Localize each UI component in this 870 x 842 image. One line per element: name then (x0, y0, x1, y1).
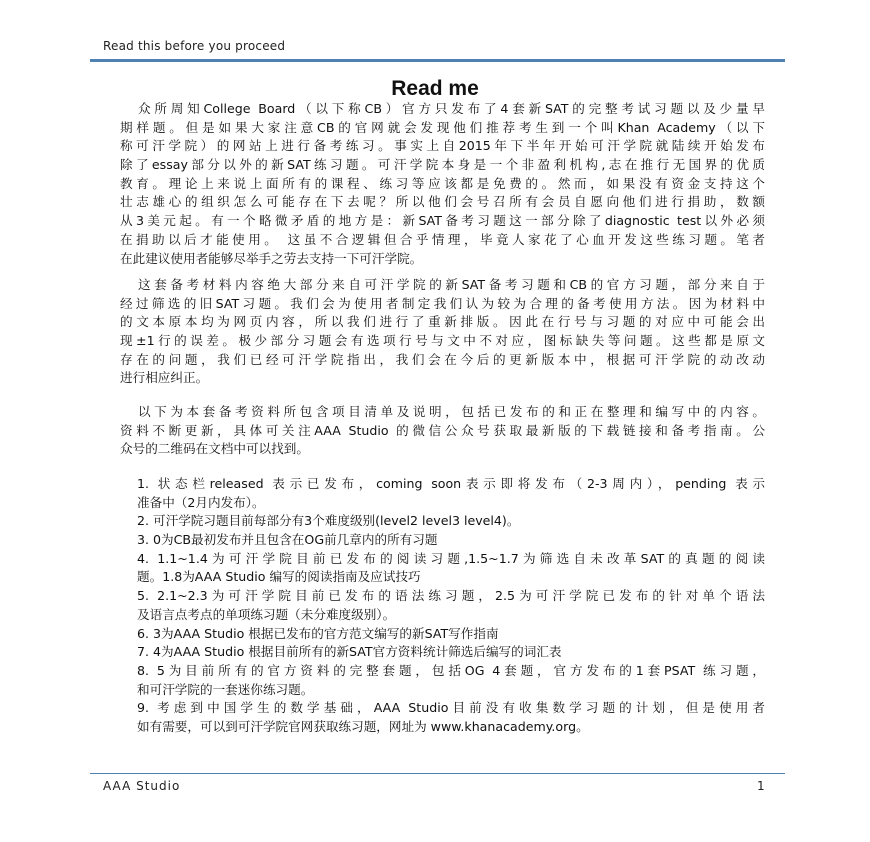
contents-list (137, 475, 765, 737)
paragraph-line: 期样题。但是如果大家注意CB的官网就会发现他们推荐考生到一个叫Khan Academy（以下 (120, 119, 765, 135)
paragraph-line: 众号的二维码在文档中可以找到。 (120, 441, 309, 457)
list-item-line: 8. 5为目前所有的官方资料的完整套题，包括OG 4套题，官方发布的1套PSAT 练习题， (137, 662, 765, 678)
list-item-line: 6. 3为AAA Studio 根据已发布的官方范文编写的新SAT写作指南 (137, 625, 499, 641)
list-item-line: 5. 2.1~2.3为可汗学院目前已发布的语法练习题，2.5为可汗学院已发布的针对单个语法 (137, 588, 765, 604)
paragraph-line: 以下为本套备考资料所包含项目清单及说明，包括已发布的和正在整理和编写中的内容。 (138, 404, 765, 419)
page-number: 1 (757, 779, 765, 793)
paragraph-intro (120, 100, 765, 268)
list-item-line: 和可汗学院的一套迷你练习题。 (137, 681, 314, 697)
list-item-line: 7. 4为AAA Studio 根据目前所有的新SAT官方资料统计筛选后编写的词汇表 (137, 644, 562, 660)
list-item-line: 9. 考虑到中国学生的数学基础，AAA Studio目前没有收集数学习题的计划，但是使用者 (137, 700, 765, 716)
footer-rule (90, 773, 785, 774)
paragraph-line: 众所周知College Board（以下称CB）官方只发布了4套新SAT的完整考试习题以及少量早 (138, 101, 765, 116)
paragraph-line: 除了essay部分以外的新SAT练习题。可汗学院本身是一个非盈利机构,志在推行无国界的优质 (120, 157, 765, 173)
paragraph-line: 存在的问题，我们已经可汗学院指出，我们会在今后的更新版本中，根据可汗学院的动改动 (120, 351, 765, 367)
list-item-line: 4. 1.1~1.4为可汗学院目前已发布的阅读习题,1.5~1.7为筛选自未改革SAT的真题的阅读 (137, 550, 765, 566)
header-rule (90, 59, 785, 62)
paragraph-line: 进行相应纠正。 (120, 370, 209, 386)
paragraph-line: 从3美元起。有一个略微矛盾的地方是：新SAT备考习题这一部分除了diagnostic test以外必须 (120, 213, 765, 229)
paragraph-contents (120, 403, 765, 459)
paragraph-line: 教育。理论上来说上面所有的课程、练习等应该都是免费的。然而，如果没有资金支持这个 (120, 175, 765, 191)
paragraph-line: 在此建议使用者能够尽举手之劳去支持一下可汗学院。 (120, 250, 423, 266)
footer-studio-name: AAA Studio (103, 779, 181, 793)
running-header: Read this before you proceed (103, 39, 286, 53)
paragraph-line: 这套备考材料内容绝大部分来自可汗学院的新SAT备考习题和CB的官方习题，部分来自于 (138, 277, 765, 292)
paragraph-materials (120, 276, 765, 388)
list-item-line: 题。1.8为AAA Studio 编写的阅读指南及应试技巧 (137, 569, 421, 585)
list-item-line: 3. 0为CB最初发布并且包含在OG前几章内的所有习题 (137, 532, 438, 548)
paragraph-line: 在捐助以后才能使用。 这虽不合逻辑但合乎情理，毕竟人家花了心血开发这些练习题。笔者 (120, 231, 765, 247)
list-item-line: 准备中（2月内发布）。 (137, 494, 265, 510)
list-item-line: 如有需要，可以到可汗学院官网获取练习题，网址为 www.khanacademy.org。 (137, 718, 589, 734)
list-item-line: 及语言点考点的单项练习题（未分难度级别）。 (137, 606, 396, 622)
paragraph-line: 壮志雄心的组织怎么可能存在下去呢？所以他们会号召所有会员自愿向他们进行捐助，数额 (120, 194, 765, 210)
paragraph-line: 经过筛选的旧SAT习题。我们会为使用者制定我们认为较为合理的备考使用方法。因为材料中 (120, 295, 765, 311)
page-title: Read me (391, 77, 479, 100)
paragraph-line: 的文本原本均为网页内容，所以我们进行了重新排版。因此在行号与习题的对应中可能会出 (120, 314, 765, 330)
paragraph-line: 称可汗学院）的网站上进行备考练习。事实上自2015年下半年开始可汗学院就陆续开始发布 (120, 138, 765, 154)
list-item-line: 2. 可汗学院习题目前每部分有3个难度级别(level2 level3 level4)。 (137, 513, 520, 529)
paragraph-line: 现±1行的误差。极少部分习题会有选项行号与文中不对应，图标缺失等问题。这些都是原文 (120, 333, 765, 349)
paragraph-line: 资料不断更新，具体可关注AAA Studio 的微信公众号获取最新版的下载链接和备考指南。公 (120, 422, 765, 438)
list-item-line: 1. 状态栏released 表示已发布，coming soon表示即将发布（2-3周内），pending 表示 (137, 476, 765, 491)
